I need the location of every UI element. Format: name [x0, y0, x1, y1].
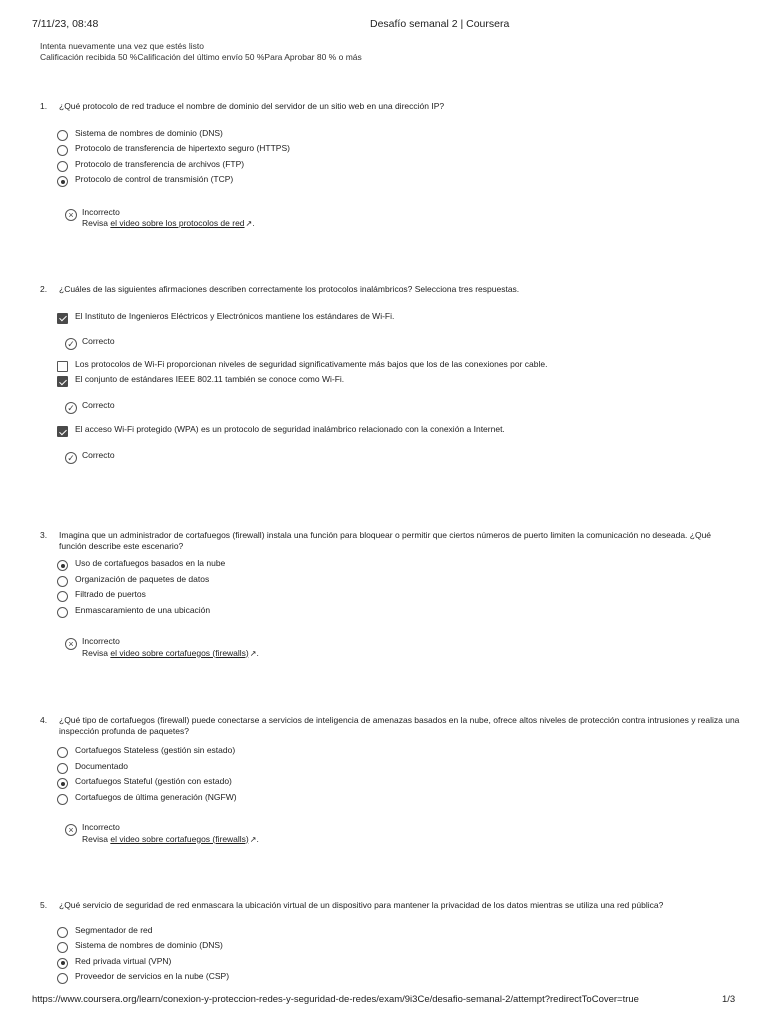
review-suffix: .	[252, 218, 255, 228]
radio-button[interactable]	[57, 576, 68, 587]
question-text: ¿Qué servicio de seguridad de red enmascara la ubicación virtual de un dispositivo para mantener la privacidad de los datos mientras se utiliza una red pública?	[59, 900, 664, 910]
feedback-incorrect	[65, 636, 740, 659]
question-5	[40, 900, 740, 986]
answer-option[interactable]	[57, 970, 740, 986]
checkbox[interactable]	[57, 361, 68, 372]
answer-option[interactable]	[57, 588, 740, 604]
option-label: Red privada virtual (VPN)	[75, 955, 172, 966]
review-video-link[interactable]: el video sobre cortafuegos (firewalls)	[110, 833, 249, 844]
radio-button-selected[interactable]	[57, 560, 68, 571]
check-circle-icon: ✓	[65, 402, 77, 414]
answer-option[interactable]	[57, 604, 740, 620]
answer-option[interactable]	[57, 791, 740, 807]
question-text: ¿Cuáles de las siguientes afirmaciones describen correctamente los protocolos inalámbricos? Selecciona tres respuestas.	[59, 284, 520, 294]
option-label: El acceso Wi-Fi protegido (WPA) es un protocolo de seguridad inalámbrico relacionado con la conexión a Internet.	[75, 424, 505, 434]
question-2	[40, 284, 740, 461]
radio-button[interactable]	[57, 591, 68, 602]
x-circle-icon: ×	[65, 209, 77, 221]
external-link-icon[interactable]: ↗	[249, 834, 257, 844]
feedback-status: Incorrecto	[82, 636, 120, 646]
option-label: Protocolo de transferencia de hipertexto seguro (HTTPS)	[75, 143, 290, 153]
check-circle-icon: ✓	[65, 338, 77, 350]
radio-button-selected[interactable]	[57, 958, 68, 969]
question-prompt	[40, 900, 740, 911]
page-title: Desafío semanal 2 | Coursera	[370, 18, 510, 30]
feedback-correct	[65, 450, 740, 462]
option-label: Documentado	[75, 760, 128, 771]
answer-option[interactable]	[57, 744, 740, 760]
feedback-review	[82, 648, 740, 660]
question-prompt	[40, 101, 740, 112]
option-label: Protocolo de control de transmisión (TCP)	[75, 174, 234, 184]
option-label: Cortafuegos Stateful (gestión con estado)	[75, 776, 232, 786]
radio-button[interactable]	[57, 747, 68, 758]
external-link-icon[interactable]: ↗	[245, 219, 253, 228]
answer-option[interactable]	[57, 142, 740, 158]
answer-option-selected[interactable]	[57, 373, 740, 389]
feedback-status: Correcto	[82, 336, 115, 346]
option-label: Los protocolos de Wi-Fi proporcionan niveles de seguridad significativamente más bajos que los de las conexiones por cable.	[75, 358, 548, 369]
question-number: 2.	[40, 284, 48, 294]
feedback-incorrect	[65, 822, 740, 845]
question-1	[40, 101, 740, 230]
checkbox-checked[interactable]	[57, 426, 68, 437]
radio-button[interactable]	[57, 927, 68, 938]
checkbox-checked[interactable]	[57, 313, 68, 324]
radio-button[interactable]	[57, 161, 68, 172]
answer-option-selected[interactable]	[57, 423, 740, 439]
radio-button[interactable]	[57, 794, 68, 805]
retry-message: Intenta nuevamente una vez que estés listo	[40, 41, 204, 51]
answer-option-selected[interactable]	[57, 955, 740, 971]
option-label: El Instituto de Ingenieros Eléctricos y Electrónicos mantiene los estándares de Wi-Fi.	[75, 310, 395, 321]
radio-button-selected[interactable]	[57, 778, 68, 789]
review-prefix: Revisa	[82, 647, 111, 658]
answer-option[interactable]	[57, 127, 740, 143]
radio-button[interactable]	[57, 145, 68, 156]
radio-button[interactable]	[57, 973, 68, 984]
radio-button-selected[interactable]	[57, 176, 68, 187]
option-label: Uso de cortafuegos basados en la nube	[75, 558, 226, 568]
page-number: 1/3	[722, 994, 736, 1005]
option-label: Protocolo de transferencia de archivos (FTP)	[75, 158, 245, 169]
answer-option-selected[interactable]	[57, 775, 740, 791]
x-circle-icon: ×	[65, 638, 77, 650]
review-video-link[interactable]: el video sobre los protocolos de red	[110, 218, 245, 228]
option-label: Cortafuegos de última generación (NGFW)	[75, 791, 237, 802]
question-prompt	[40, 530, 740, 551]
option-label: Organización de paquetes de datos	[75, 573, 210, 584]
option-label: El conjunto de estándares IEEE 802.11 también se conoce como Wi-Fi.	[75, 374, 345, 384]
answer-option-selected[interactable]	[57, 310, 740, 326]
question-number: 3.	[40, 530, 48, 540]
question-prompt	[40, 284, 740, 295]
grade-details: Calificación recibida 50 %Calificación del último envío 50 %Para Aprobar 80 % o más	[40, 52, 362, 62]
review-suffix: .	[256, 647, 259, 658]
review-prefix: Revisa	[82, 218, 111, 228]
checkbox-checked[interactable]	[57, 376, 68, 387]
question-3	[40, 530, 740, 659]
review-prefix: Revisa	[82, 833, 111, 844]
answer-option[interactable]	[57, 939, 740, 955]
print-header	[0, 0, 768, 40]
question-text: ¿Qué tipo de cortafuegos (firewall) puede conectarse a servicios de inteligencia de amenazas basados en la nube, ofrece altos niveles de protección contra intrusiones y realiza una inspección profunda de paquetes?	[59, 715, 740, 736]
question-text: ¿Qué protocolo de red traduce el nombre de dominio del servidor de un sitio web en una dirección IP?	[59, 101, 445, 111]
feedback-status: Correcto	[82, 449, 115, 460]
radio-button[interactable]	[57, 130, 68, 141]
radio-button[interactable]	[57, 942, 68, 953]
answer-option[interactable]	[57, 158, 740, 174]
feedback-incorrect	[65, 207, 740, 230]
option-label: Enmascaramiento de una ubicación	[75, 604, 211, 615]
question-number: 1.	[40, 101, 48, 111]
print-footer	[0, 994, 768, 1014]
option-label: Sistema de nombres de dominio (DNS)	[75, 127, 223, 138]
question-text: Imagina que un administrador de cortafuegos (firewall) instala una función para bloquear o permitir que ciertos números de puerto limiten la comunicación no deseada. ¿Qué función describe este escenario?	[59, 530, 712, 551]
radio-button[interactable]	[57, 607, 68, 618]
answer-option[interactable]	[57, 924, 740, 940]
answer-option[interactable]	[57, 573, 740, 589]
print-date: 7/11/23, 08:48	[32, 18, 99, 30]
answer-option-selected[interactable]	[57, 557, 740, 573]
option-label: Proveedor de servicios en la nube (CSP)	[75, 971, 230, 981]
option-label: Filtrado de puertos	[75, 589, 146, 599]
option-label: Cortafuegos Stateless (gestión sin estado)	[75, 745, 236, 755]
feedback-status: Correcto	[82, 399, 115, 410]
check-circle-icon: ✓	[65, 452, 77, 464]
question-4	[40, 715, 740, 845]
answer-option-selected[interactable]	[57, 173, 740, 189]
question-prompt	[40, 715, 740, 736]
option-label: Sistema de nombres de dominio (DNS)	[75, 940, 223, 950]
answer-option[interactable]	[57, 358, 740, 374]
feedback-correct	[65, 400, 740, 412]
feedback-review	[82, 218, 740, 230]
question-number: 4.	[40, 715, 48, 725]
radio-button[interactable]	[57, 763, 68, 774]
feedback-review	[82, 834, 740, 846]
review-video-link[interactable]: el video sobre cortafuegos (firewalls)	[110, 647, 249, 658]
feedback-correct	[65, 336, 740, 348]
feedback-status: Incorrecto	[82, 206, 120, 217]
option-label: Segmentador de red	[75, 924, 153, 935]
grade-summary	[40, 41, 362, 63]
question-number: 5.	[40, 900, 48, 910]
page-url: https://www.coursera.org/learn/conexion-y-proteccion-redes-y-seguridad-de-redes/exam/9i3Ce/desafio-semanal-2/attempt?redirectToCover=true	[32, 994, 639, 1005]
external-link-icon[interactable]: ↗	[249, 648, 257, 658]
feedback-status: Incorrecto	[82, 822, 120, 832]
answer-option[interactable]	[57, 760, 740, 776]
x-circle-icon: ×	[65, 824, 77, 836]
review-suffix: .	[256, 833, 259, 844]
